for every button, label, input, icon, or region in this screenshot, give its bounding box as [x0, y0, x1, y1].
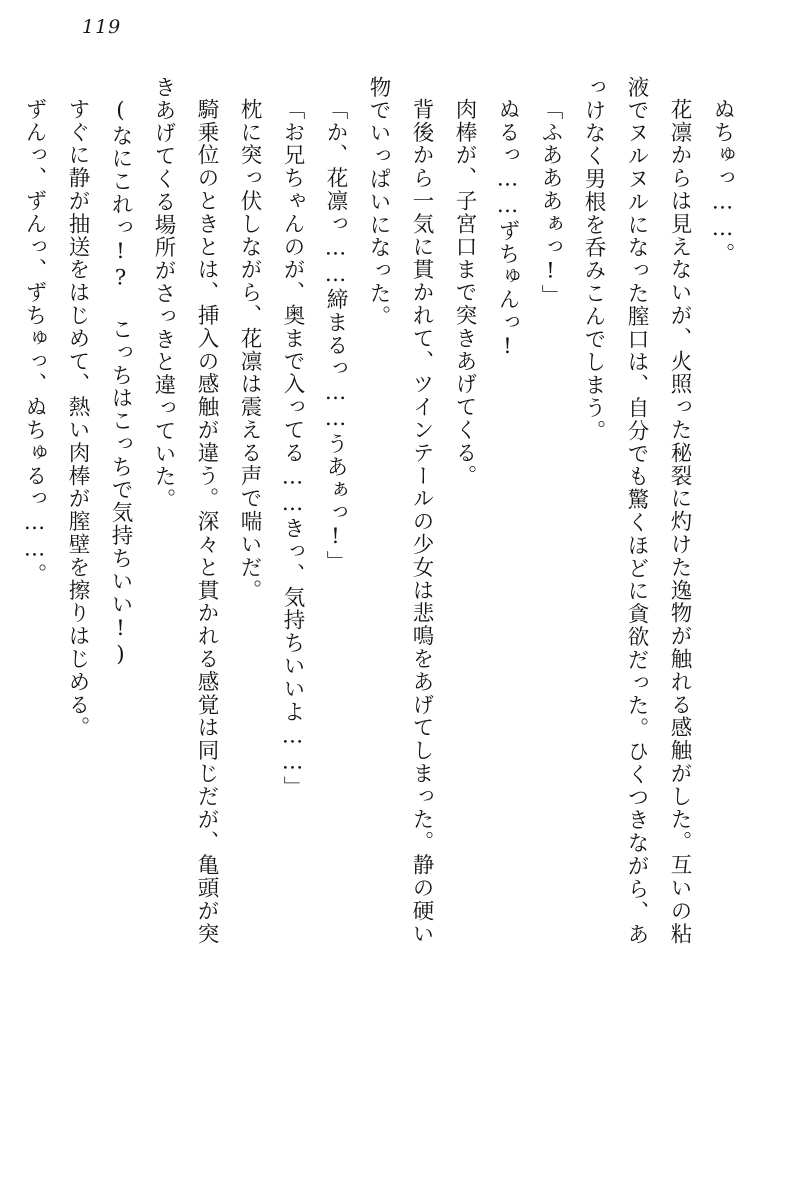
page-number: 119 [82, 16, 122, 38]
text-line: 「お兄ちゃんのが、奥まで入ってる……きっ、気持ちいいよ……」 [280, 98, 305, 799]
text-line: すぐに静が抽送をはじめて、熱い肉棒が膣壁を擦りはじめる。 [65, 98, 90, 740]
text-line: 「か、花凛っ……締まるっ……うあぁっ!」 [323, 98, 348, 574]
text-line: ずんっ、ずんっ、ずちゅっ、ぬちゅるっ……。 [22, 98, 47, 586]
text-line: (なにこれっ!? こっちはこっちで気持ちいい!) [108, 98, 133, 669]
text-line: 騎乗位のときとは、挿入の感触が違う。深々と貫かれる感覚は同じだが、亀頭が突 [194, 98, 219, 946]
text-line: 肉棒が、子宮口まで突きあげてくる。 [452, 98, 477, 488]
text-line: 背後から一気に貫かれて、ツインテールの少女は悲鳴をあげてしまった。静の硬い [409, 98, 434, 946]
text-line: 「ふあああぁっ!」 [538, 98, 563, 308]
text-line: きあげてくる場所がさっきと違っていた。 [151, 76, 176, 512]
text-line: 枕に突っ伏しながら、花凛は震える声で喘いだ。 [237, 98, 262, 602]
text-line: ぬるっ……ずちゅんっ! [495, 98, 520, 361]
text-line: ぬちゅっ……。 [710, 98, 735, 266]
vertical-text-body [22, 76, 744, 1156]
text-line: 液でヌルヌルになった膣口は、自分でも驚くほどに貪欲だった。ひくつきながら、あ [624, 76, 649, 947]
text-line: 花凛からは見えないが、火照った秘裂に灼けた逸物が触れる感触がした。互いの粘 [667, 98, 692, 946]
text-line: っけなく男根を呑みこんでしまう。 [581, 76, 606, 443]
text-line: 物でいっぱいになった。 [366, 76, 391, 328]
